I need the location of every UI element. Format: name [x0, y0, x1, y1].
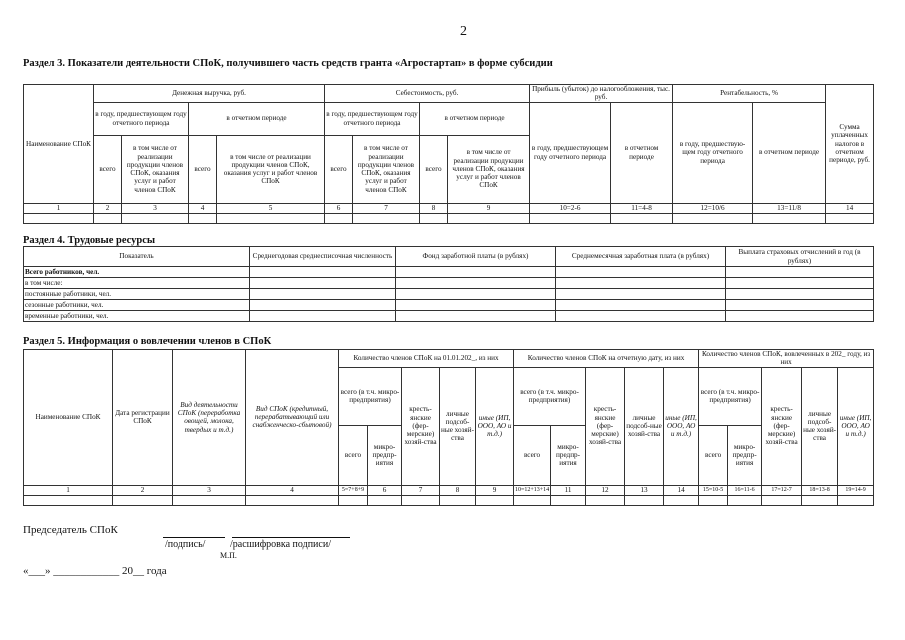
s5-cell[interactable] — [625, 495, 664, 505]
s5-kfh: кресть-янские (фер-мерские) хозяй-ства — [762, 367, 802, 485]
s5-all-micro: всего (в т.ч. микро-предприятия) — [699, 367, 762, 425]
s5-all-micro: всего (в т.ч. микро-предприятия) — [339, 367, 402, 425]
s3-data-cell[interactable] — [217, 213, 325, 223]
s3-data-cell[interactable] — [189, 213, 217, 223]
signature-decode-line[interactable] — [232, 537, 350, 538]
s4-cell[interactable] — [556, 311, 726, 322]
s3-cost-prev: в году, предшествующем году отчетного периода — [325, 102, 420, 135]
s4-cell[interactable] — [726, 267, 874, 278]
s5-cell[interactable] — [113, 495, 173, 505]
s5-col-number: 4 — [246, 485, 339, 495]
s4-cell[interactable] — [726, 311, 874, 322]
s4-cell[interactable] — [556, 278, 726, 289]
s3-col-number: 14 — [826, 203, 874, 213]
s5-col-number: 11 — [551, 485, 586, 495]
s3-col-number: 4 — [189, 203, 217, 213]
s3-rev-rep: в отчетном периоде — [189, 102, 325, 135]
s5-cell[interactable] — [699, 495, 728, 505]
s5-cell[interactable] — [762, 495, 802, 505]
s5-col-number: 15=10-5 — [699, 485, 728, 495]
s3-data-cell[interactable] — [94, 213, 122, 223]
s3-rent-prev: в году, предшествую-щем году отчетного периода — [673, 102, 753, 203]
s3-data-cell[interactable] — [611, 213, 673, 223]
s3-profit-rep: в отчетном периоде — [611, 102, 673, 203]
s3-col-number: 7 — [353, 203, 420, 213]
s5-cell[interactable] — [514, 495, 551, 505]
s4-cell[interactable] — [726, 278, 874, 289]
s5-cell[interactable] — [440, 495, 476, 505]
s5-lph: личные подсоб-ные хозяй-ства — [802, 367, 838, 485]
s3-incl: в том числе от реализации продукции членов СПоК, оказания услуг и работ членов СПоК — [353, 135, 420, 203]
s5-col-number: 6 — [368, 485, 402, 495]
s5-other: иные (ИП, ООО, АО и т.д.) — [838, 367, 874, 485]
s3-revenue-header: Денежная выручка, руб. — [94, 85, 325, 103]
s3-incl: в том числе от реализации продукции членов СПоК, оказания услуг и работ членов СПоК — [217, 135, 325, 203]
s5-col-number: 2 — [113, 485, 173, 495]
s5-col-number: 7 — [402, 485, 440, 495]
s3-total: всего — [325, 135, 353, 203]
s5-cell[interactable] — [728, 495, 762, 505]
s3-profit-prev: в году, предшествующем году отчетного периода — [530, 102, 611, 203]
s3-data-cell[interactable] — [122, 213, 189, 223]
s3-total: всего — [189, 135, 217, 203]
s5-micro: микро-предпр-иятия — [551, 425, 586, 485]
signature-decode-label: /расшифровка подписи/ — [230, 539, 331, 550]
s5-all-micro: всего (в т.ч. микро-предприятия) — [514, 367, 586, 425]
s5-col-number: 18=13-8 — [802, 485, 838, 495]
s5-cell[interactable] — [368, 495, 402, 505]
s3-col-number: 3 — [122, 203, 189, 213]
s3-data-cell[interactable] — [325, 213, 353, 223]
s5-col-number: 3 — [173, 485, 246, 495]
s5-cell[interactable] — [339, 495, 368, 505]
s5-cell[interactable] — [802, 495, 838, 505]
s4-cell[interactable] — [250, 289, 396, 300]
s4-cell[interactable] — [250, 300, 396, 311]
s4-cell[interactable] — [396, 278, 556, 289]
s5-total: всего — [514, 425, 551, 485]
s3-data-cell[interactable] — [353, 213, 420, 223]
s5-cell[interactable] — [838, 495, 874, 505]
s3-rev-prev: в году, предшествующем году отчетного периода — [94, 102, 189, 135]
s5-col-number: 16=11-6 — [728, 485, 762, 495]
section4-title: Раздел 4. Трудовые ресурсы — [23, 235, 156, 246]
section3-title: Раздел 3. Показатели деятельности СПоК, получившего часть средств гранта «Агростартап» в форме субсидии — [23, 58, 553, 69]
s3-col-number: 9 — [448, 203, 530, 213]
s5-col-number: 1 — [24, 485, 113, 495]
s5-cell[interactable] — [586, 495, 625, 505]
s5-group2-header: Количество членов СПоК на отчетную дату, из них — [514, 350, 699, 368]
s4-cell[interactable] — [396, 311, 556, 322]
s3-data-cell[interactable] — [24, 213, 94, 223]
s4-cell[interactable] — [556, 267, 726, 278]
s4-cell[interactable] — [250, 311, 396, 322]
s3-rent-rep: в отчетном периоде — [753, 102, 826, 203]
s4-cell[interactable] — [396, 300, 556, 311]
s3-incl: в том числе от реализации продукции членов СПоК, оказания услуг и работ членов СПоК — [448, 135, 530, 203]
s3-profit-header: Прибыль (убыток) до налогообложения, тыс. руб. — [530, 85, 673, 103]
s3-data-cell[interactable] — [673, 213, 753, 223]
page-number: 2 — [460, 24, 467, 39]
s5-other: иные (ИП, ООО, АО и т.д.) — [664, 367, 699, 485]
s5-cell[interactable] — [476, 495, 514, 505]
s5-cell[interactable] — [551, 495, 586, 505]
signature-label: /подпись/ — [165, 539, 206, 550]
s3-col-number: 11=4-8 — [611, 203, 673, 213]
s4-row-label: в том числе: — [24, 278, 250, 289]
s4-row-label: Всего работников, чел. — [24, 267, 250, 278]
s3-rent-header: Рентабельность, % — [673, 85, 826, 103]
s3-cost-header: Себестоимость, руб. — [325, 85, 530, 103]
s5-cell[interactable] — [402, 495, 440, 505]
s5-col-number: 8 — [440, 485, 476, 495]
s4-row-label: постоянные работники, чел. — [24, 289, 250, 300]
s3-col-number: 6 — [325, 203, 353, 213]
s5-kind-header: Вид СПоК (кредитный, перерабатывающий или снабженческо-сбытовой) — [246, 350, 339, 486]
s3-col-number: 8 — [420, 203, 448, 213]
s5-micro: микро-предпр-иятия — [728, 425, 762, 485]
s4-row-label: временные работники, чел. — [24, 311, 250, 322]
s3-data-cell[interactable] — [826, 213, 874, 223]
s5-col-number: 13 — [625, 485, 664, 495]
s3-col-number: 5 — [217, 203, 325, 213]
s5-cell[interactable] — [246, 495, 339, 505]
s4-cell[interactable] — [726, 289, 874, 300]
s5-name-header: Наименование СПоК — [24, 350, 113, 486]
s5-lph: личные подсоб-ные хозяй-ства — [625, 367, 664, 485]
s3-data-cell[interactable] — [420, 213, 448, 223]
s5-group1-header: Количество членов СПоК на 01.01.202_, из них — [339, 350, 514, 368]
chair-label: Председатель СПоК — [23, 524, 118, 536]
s4-cell[interactable] — [250, 267, 396, 278]
s5-kfh: кресть-янские (фер-мерские) хозяй-ства — [402, 367, 440, 485]
s3-col-number: 1 — [24, 203, 94, 213]
section4-table — [23, 246, 874, 322]
s3-data-cell[interactable] — [530, 213, 611, 223]
s3-col-number: 2 — [94, 203, 122, 213]
s4-header-headcount: Среднегодовая среднесписочная численность — [250, 247, 396, 267]
section5-title: Раздел 5. Информация о вовлечении членов в СПоК — [23, 336, 272, 347]
s5-col-number: 9 — [476, 485, 514, 495]
s5-reg-date-header: Дата регистрации СПоК — [113, 350, 173, 486]
s5-col-number: 10=12+13+14 — [514, 485, 551, 495]
s5-cell[interactable] — [173, 495, 246, 505]
s4-header-payroll: Фонд заработной платы (в рублях) — [396, 247, 556, 267]
date-line[interactable]: «___» ____________ 20__ года — [23, 565, 167, 577]
s5-lph: личные подсоб-ные хозяй-ства — [440, 367, 476, 485]
s5-activity-header: Вид деятельности СПоК (переработка овощей, молока, твердых и т.д.) — [173, 350, 246, 486]
section3-table — [23, 84, 874, 224]
s3-total: всего — [94, 135, 122, 203]
stamp-place-label: М.П. — [220, 551, 237, 560]
s4-cell[interactable] — [726, 300, 874, 311]
s4-header-indicator: Показатель — [24, 247, 250, 267]
section5-table — [23, 349, 874, 506]
s5-micro: микро-предпр-иятия — [368, 425, 402, 485]
s3-total: всего — [420, 135, 448, 203]
s4-cell[interactable] — [396, 267, 556, 278]
s5-col-number: 5=7+8+9 — [339, 485, 368, 495]
s4-cell[interactable] — [396, 289, 556, 300]
s4-cell[interactable] — [556, 300, 726, 311]
s4-row-label: сезонные работники, чел. — [24, 300, 250, 311]
s3-col-number: 10=2-6 — [530, 203, 611, 213]
s3-data-cell[interactable] — [753, 213, 826, 223]
s5-kfh: кресть-янские (фер-мерские) хозяй-ства — [586, 367, 625, 485]
s4-header-insurance: Выплата страховых отчислений в год (в рублях) — [726, 247, 874, 267]
s3-col-number: 12=10/6 — [673, 203, 753, 213]
s3-incl: в том числе от реализации продукции членов СПоК, оказания услуг и работ членов СПоК — [122, 135, 189, 203]
s4-cell[interactable] — [556, 289, 726, 300]
s5-col-number: 17=12-7 — [762, 485, 802, 495]
s3-data-cell[interactable] — [448, 213, 530, 223]
s4-header-avg-salary: Среднемесячная заработная плата (в рублях) — [556, 247, 726, 267]
s5-col-number: 12 — [586, 485, 625, 495]
s5-total: всего — [699, 425, 728, 485]
s3-cost-rep: в отчетном периоде — [420, 102, 530, 135]
s3-tax-header: Сумма уплаченных налогов в отчетном периоде, руб. — [826, 85, 874, 204]
s5-other: иные (ИП, ООО, АО и т.д.) — [476, 367, 514, 485]
s5-group3-header: Количество членов СПоК, вовлеченных в 202_ году, из них — [699, 350, 874, 368]
s4-cell[interactable] — [250, 278, 396, 289]
s5-cell[interactable] — [24, 495, 113, 505]
s5-cell[interactable] — [664, 495, 699, 505]
signature-line[interactable] — [163, 537, 225, 538]
s3-name-header: Наименование СПоК — [24, 85, 94, 204]
s3-col-number: 13=11/8 — [753, 203, 826, 213]
s5-col-number: 14 — [664, 485, 699, 495]
s5-total: всего — [339, 425, 368, 485]
s5-col-number: 19=14-9 — [838, 485, 874, 495]
